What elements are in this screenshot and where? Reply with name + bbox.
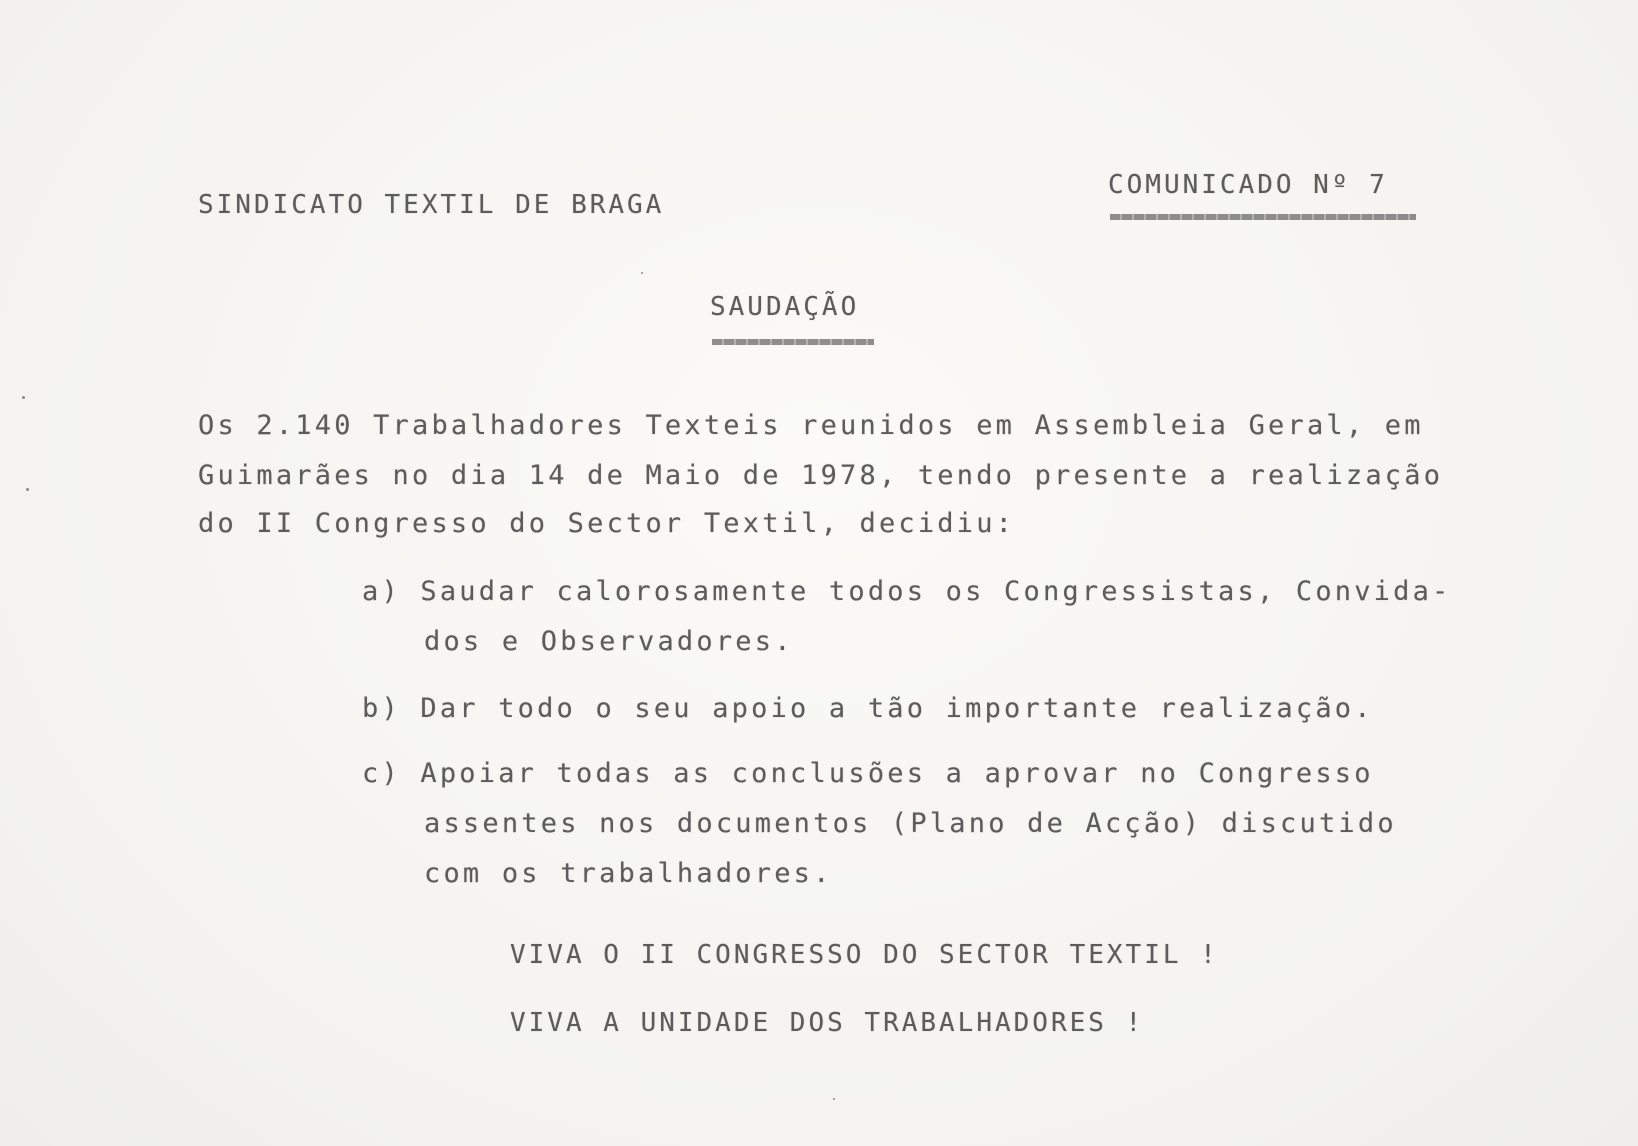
paper-speck [641,272,643,274]
paragraph-line-3: do II Congresso do Sector Textil, decidiu: [198,508,1016,539]
slogan-unity: VIVA A UNIDADE DOS TRABALHADORES ! [510,1008,1145,1038]
paper-speck [26,488,29,491]
item-a-line-1: a) Saudar calorosamente todos os Congressistas, Convida- [362,576,1452,607]
paragraph-line-2: Guimarães no dia 14 de Maio de 1978, tendo presente a realização [198,460,1444,491]
item-c-line-3: com os trabalhadores. [424,858,833,889]
paper-speck [22,396,25,399]
communique-number: COMUNICADO Nº 7 [1108,170,1388,200]
item-a-line-2: dos e Observadores. [424,626,794,657]
title-underline [712,339,874,345]
item-b-line-1: b) Dar todo o seu apoio a tão importante realização. [362,693,1374,724]
paper-speck [833,1098,835,1100]
paragraph-line-1: Os 2.140 Trabalhadores Texteis reunidos em Assembleia Geral, em [198,410,1424,441]
slogan-congress: VIVA O II CONGRESSO DO SECTOR TEXTIL ! [510,940,1219,970]
item-c-line-2: assentes nos documentos (Plano de Acção) discutido [424,808,1397,839]
communique-underline [1110,214,1416,220]
item-c-line-1: c) Apoiar todas as conclusões a aprovar no Congresso [362,758,1374,789]
document-title: SAUDAÇÃO [710,292,860,322]
union-name: SINDICATO TEXTIL DE BRAGA [198,190,665,220]
